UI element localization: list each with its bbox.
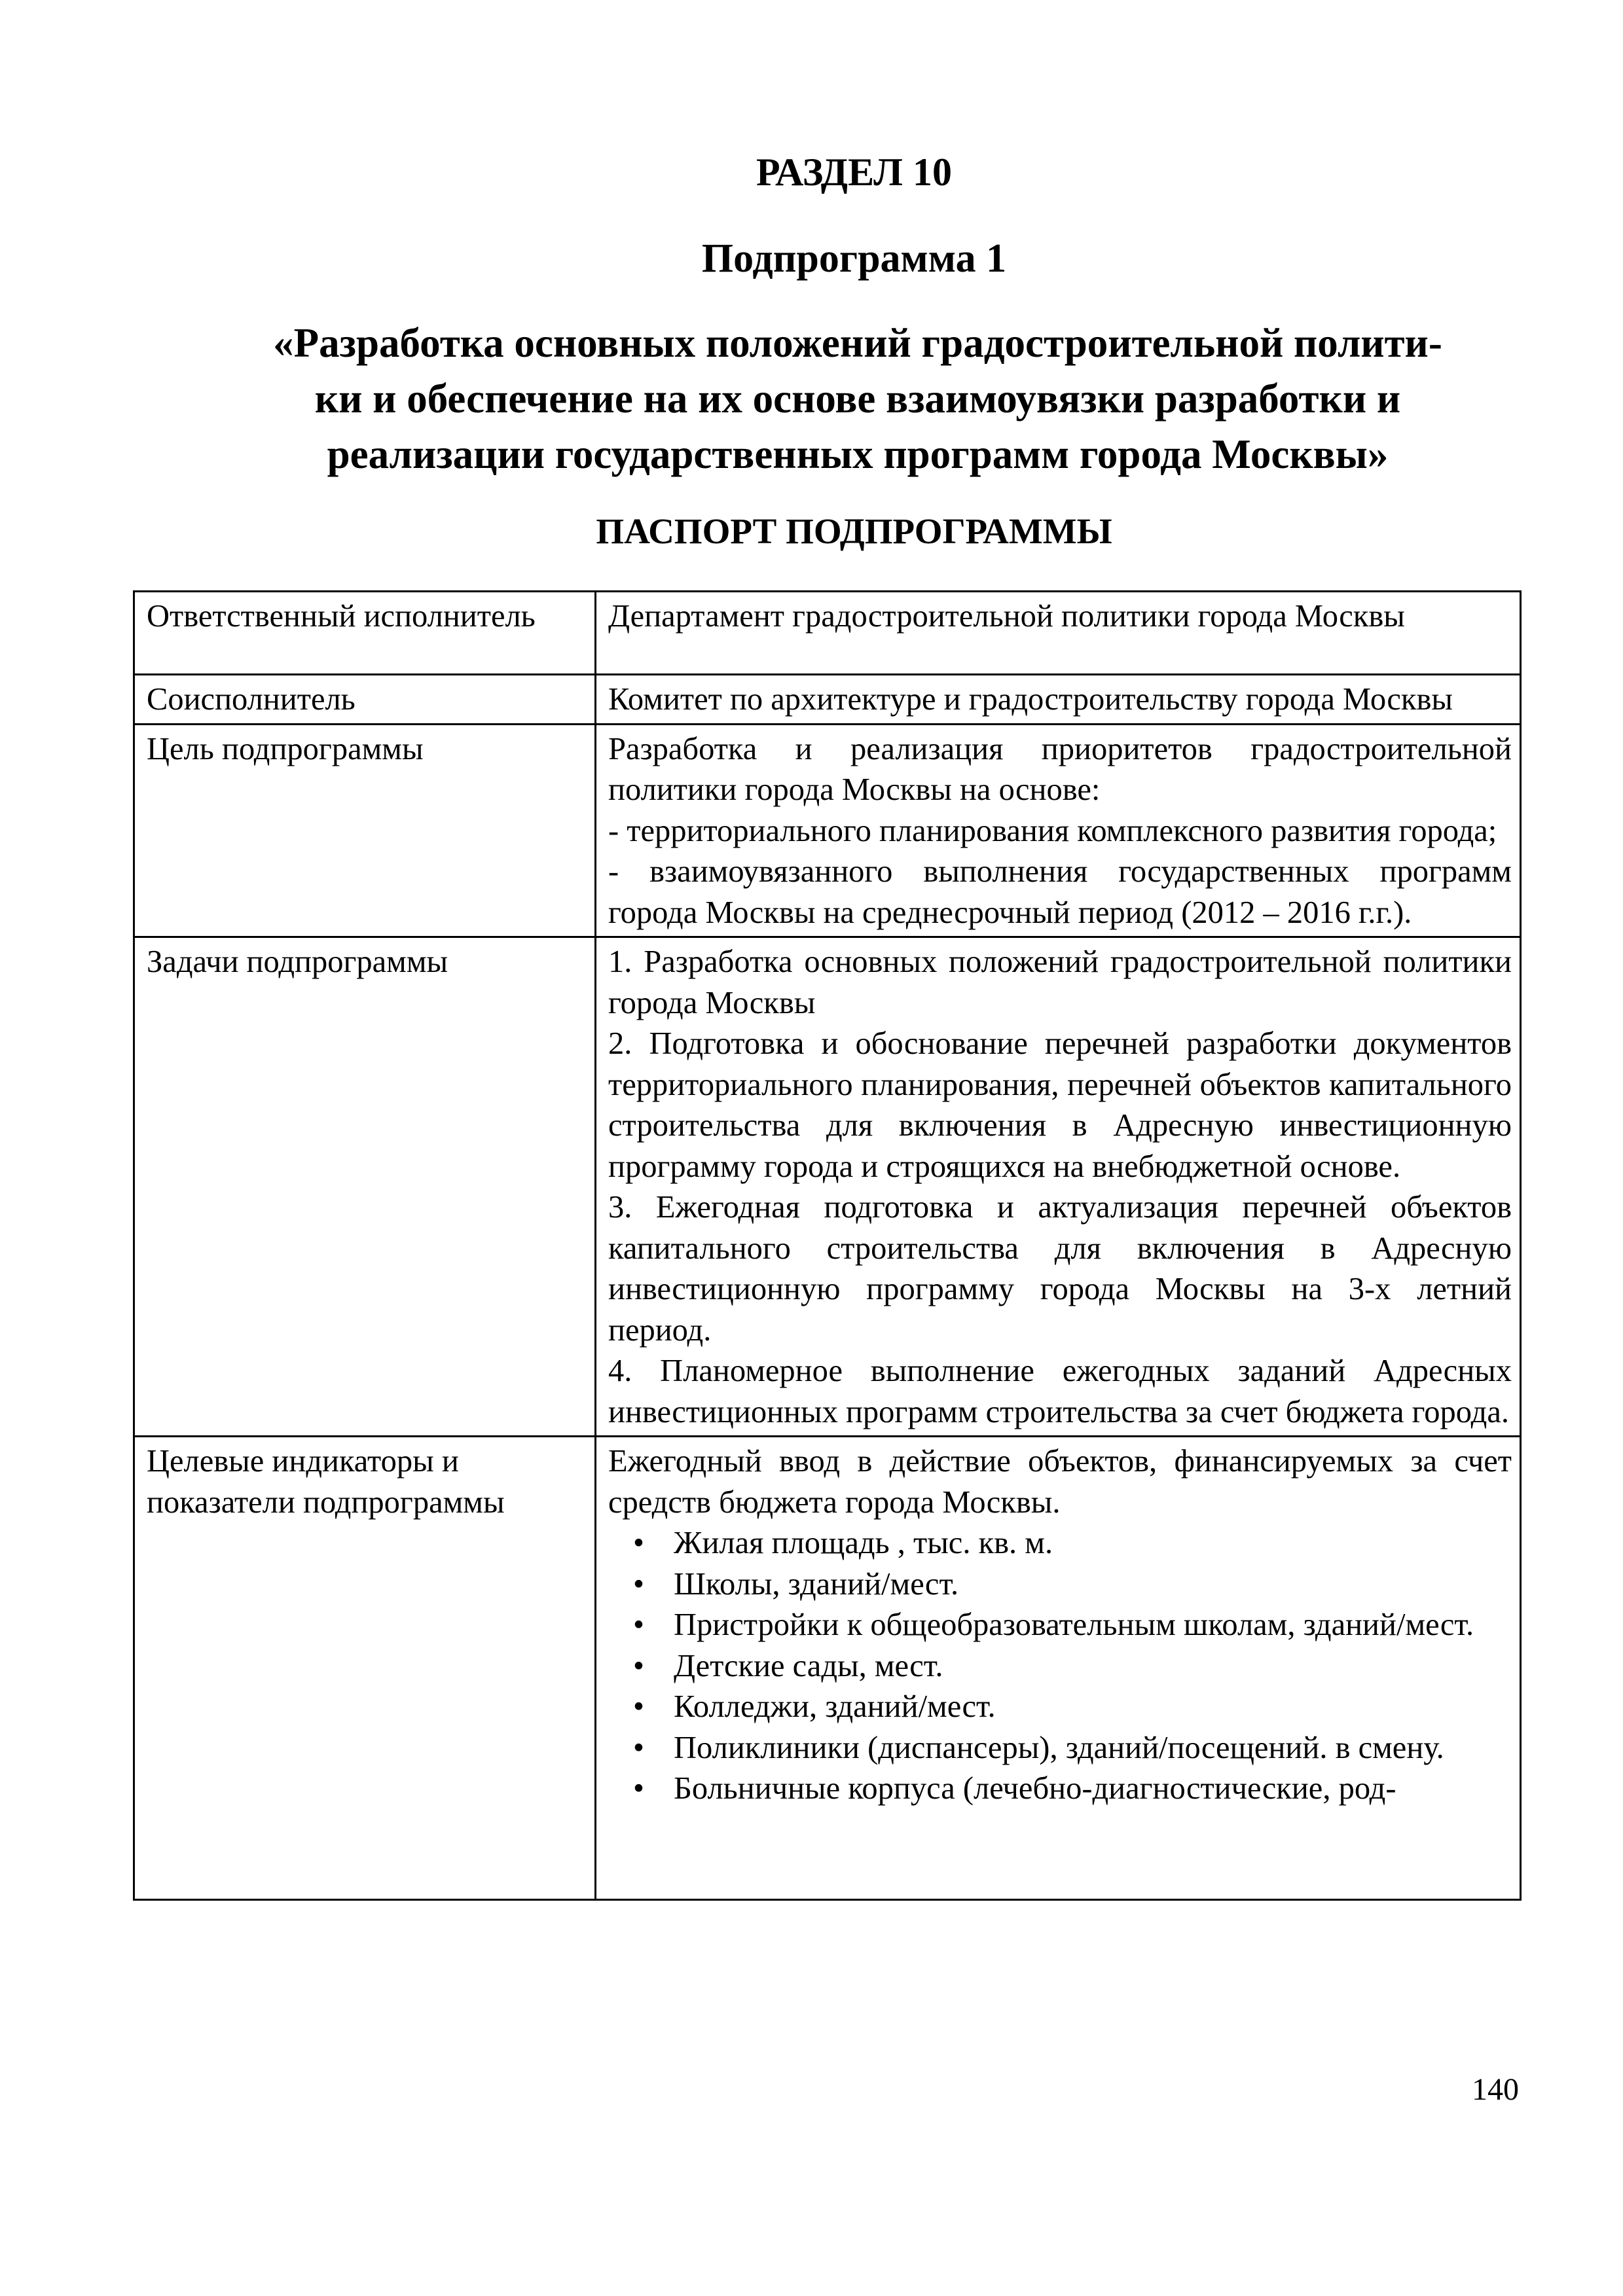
list-item: • Поликлиники (диспансеры), зданий/посещений. в смену. xyxy=(674,1728,1512,1769)
task-paragraph: 2. Подготовка и обоснование перечней разработки документов территориального планирования, перечней объектов капитального строительства для включения в Адресную инвестиционную программу города и строящихся на внебюджетной основе. xyxy=(608,1026,1512,1184)
subprogram-title-line: ки и обеспечение на их основе взаимоувязки разработки и xyxy=(314,376,1401,422)
task-paragraph: 3. Ежегодная подготовка и актуализация перечней объектов капитального строительства для включения в Адресную инвестиционную программу города Москвы на 3-х летний период. xyxy=(608,1190,1512,1348)
list-item: • Школы, зданий/мест. xyxy=(674,1564,1512,1605)
passport-heading: ПАСПОРТ ПОДПРОГРАММЫ xyxy=(596,511,1112,551)
list-item: • Пристройки к общеобразовательным школам, зданий/мест. xyxy=(674,1605,1512,1646)
table-row-tasks xyxy=(134,937,1521,1437)
goal-paragraph: - территориального планирования комплексного развития города; xyxy=(608,813,1497,848)
task-paragraph: 4. Планомерное выполнение ежегодных заданий Адресных инвестиционных программ строительства за счет бюджета города. xyxy=(608,1354,1512,1429)
goal-paragraph: - взаимоувязанного выполнения государственных программ города Москвы на среднесрочный период (2012 – 2016 г.г.). xyxy=(608,854,1512,930)
list-item: • Детские сады, мест. xyxy=(674,1646,1512,1687)
page-number: 140 xyxy=(1472,2072,1519,2107)
table-row-indicators xyxy=(134,1437,1521,1900)
indicators-list xyxy=(608,1523,1512,1810)
section-heading: РАЗДЕЛ 10 xyxy=(756,151,953,194)
table-row-goal xyxy=(134,724,1521,937)
subprogram-title xyxy=(236,315,1480,482)
row-value xyxy=(596,937,1521,1437)
subprogram-title-line: «Разработка основных положений градостроительной полити- xyxy=(273,320,1442,366)
row-label: Цель подпрограммы xyxy=(134,724,596,937)
row-value: Комитет по архитектуре и градостроительству города Москвы xyxy=(596,675,1521,725)
task-paragraph: 1. Разработка основных положений градостроительной политики города Москвы xyxy=(608,944,1512,1020)
row-label: Задачи подпрограммы xyxy=(134,937,596,1437)
list-item: • Больничные корпуса (лечебно-диагностические, род- xyxy=(674,1768,1512,1810)
row-value: Департамент градостроительной политики города Москвы xyxy=(596,592,1521,675)
goal-paragraph: Разработка и реализация приоритетов градостроительной политики города Москвы на основе: xyxy=(608,731,1512,807)
row-value xyxy=(596,724,1521,937)
row-value xyxy=(596,1437,1521,1900)
subprogram-heading: Подпрограмма 1 xyxy=(701,236,1007,281)
row-label: Ответственный исполнитель xyxy=(134,592,596,675)
passport-table xyxy=(133,590,1522,1901)
table-row-responsible xyxy=(134,592,1521,675)
row-label: Целевые индикаторы и показатели подпрограммы xyxy=(134,1437,596,1900)
indicators-intro: Ежегодный ввод в действие объектов, финансируемых за счет средств бюджета города Москвы. xyxy=(608,1444,1512,1520)
subprogram-title-line: реализации государственных программ города Москвы» xyxy=(327,431,1389,477)
list-item: • Колледжи, зданий/мест. xyxy=(674,1687,1512,1728)
row-label: Соисполнитель xyxy=(134,675,596,725)
table-row-co-executor xyxy=(134,675,1521,725)
list-item: • Жилая площадь , тыс. кв. м. xyxy=(674,1523,1512,1564)
